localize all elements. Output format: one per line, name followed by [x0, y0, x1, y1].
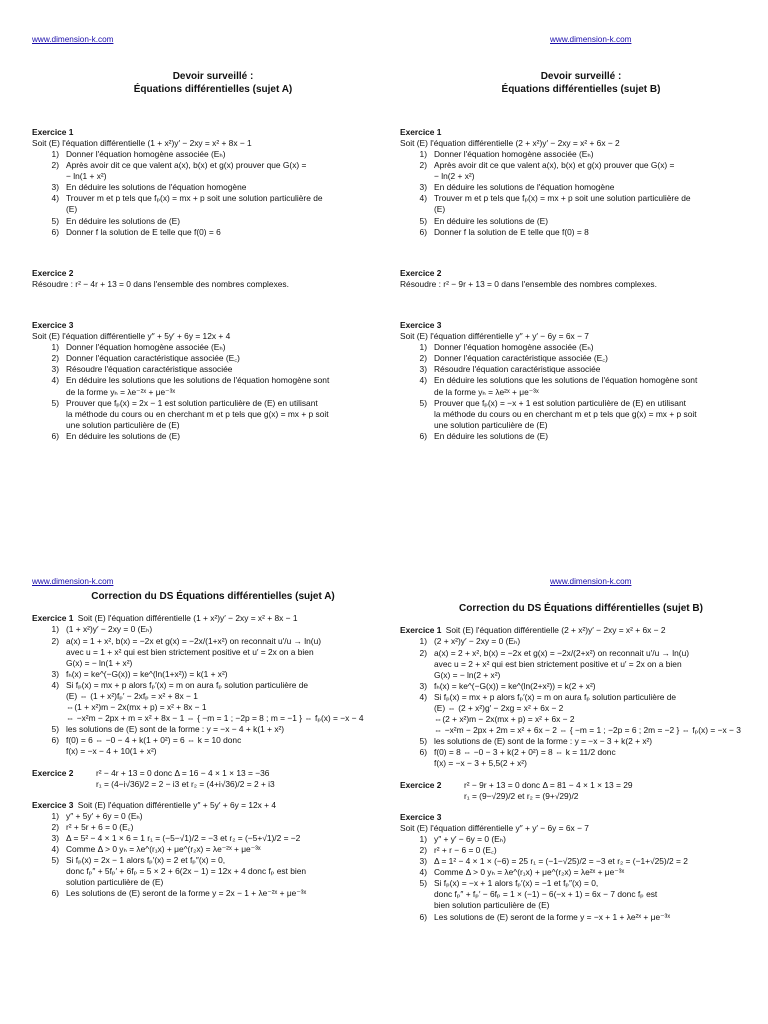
- list-item: 3) En déduire les solutions de l'équation homogène: [419, 182, 615, 193]
- answer-list: [32, 811, 394, 900]
- title-line-2: Équations différentielles (sujet B): [501, 84, 661, 96]
- question-list: [400, 149, 762, 238]
- list-item: 4) En déduire les solutions que les solutions de l'équation homogène sont de la forme yₕ = λe²ˣ + μe⁻³ˣ: [419, 375, 698, 397]
- list-item: 4) Comme Δ > 0 yₕ = λe^(r₁x) + μe^(r₂x) = λe²ˣ + μe⁻³ˣ: [419, 867, 625, 878]
- list-item: 5) les solutions de (E) sont de la forme : y = −x − 4 + k(1 + x²): [51, 724, 285, 735]
- exercise-intro: Résoudre : r² − 9r + 13 = 0 dans l'ensemble des nombres complexes.: [400, 278, 657, 289]
- exercise-3: [32, 320, 394, 442]
- exercise-intro: Soit (E) l'équation différentielle (2 + x²)y′ − 2xy = x² + 6x − 2: [400, 137, 620, 148]
- exercise-heading: Exercice 2: [32, 767, 74, 778]
- list-item: 3) Δ = 5² − 4 × 1 × 6 = 1 r₁ = (−5−√1)/2 = −3 et r₂ = (−5+√1)/2 = −2: [51, 833, 301, 844]
- subject-a: [32, 34, 394, 442]
- list-item: 3) Δ = 1² − 4 × 1 × (−6) = 25 r₁ = (−1−√25)/2 = −3 et r₂ = (−1+√25)/2 = 2: [419, 856, 688, 867]
- list-item: 6) Les solutions de (E) seront de la forme y = −x + 1 + λe²ˣ + μe⁻³ˣ: [419, 911, 671, 922]
- list-item: 1) Donner l'équation homogène associée (Eₕ): [419, 342, 594, 353]
- list-item: 6) f(0) = 8 ⇔ −0 − 3 + k(2 + 0²) = 8 ⇔ k = 11/2 donc f(x) = −x − 3 + 5,5(2 + x²): [419, 747, 616, 769]
- list-item: 3) fₕ(x) = ke^(−G(x)) = ke^(ln(2+x²)) = k(2 + x²): [419, 680, 596, 691]
- site-link[interactable]: www.dimension-k.com: [32, 35, 114, 44]
- correction-b: [400, 576, 762, 923]
- list-item: 5) En déduire les solutions de (E): [419, 215, 549, 226]
- exercise-heading: Exercice 3: [400, 811, 442, 822]
- exercise-heading: Exercice 3: [32, 799, 74, 810]
- list-item: 1) Donner l'équation homogène associée (Eₕ): [51, 149, 226, 160]
- question-list: [400, 342, 762, 442]
- exercise-body: r² − 4r + 13 = 0 donc Δ = 16 − 4 × 1 × 13 = −36 r₁ = (4−i√36)/2 = 2 − i3 et r₂ = (4+i√36)/2 = 2 + i3: [96, 767, 275, 789]
- list-item: 1) Donner l'équation homogène associée (Eₕ): [51, 342, 226, 353]
- list-item: 2) Après avoir dit ce que valent a(x), b(x) et g(x) prouver que G(x) = − ln(2 + x²): [419, 160, 675, 182]
- list-item: 2) a(x) = 1 + x², b(x) = −2x et g(x) = −2x/(1+x²) on reconnait u′/u → ln(u) avec u = 1 + x² qui est bien strictement positive et u′ = 2x on a bien G(x) = − ln(1 + x²): [51, 635, 322, 668]
- exercise-1: [32, 613, 394, 757]
- page-title: Correction du DS Équations différentielles (sujet B): [459, 602, 703, 614]
- page-title: Correction du DS Équations différentielles (sujet A): [91, 590, 335, 602]
- list-item: 4) Si fₚ(x) = mx + p alors fₚ′(x) = m on aura fₚ solution particulière de (E) ⇔ (1 + x²)fₚ′ − 2xfₚ = x² + 8x − 1 ⇔(1 + x²)m − 2x(mx + p) = x² + 8x − 1 ⇔ −x²m − 2px + m = x² + 8x − 1 ⇔ { −m = 1 ; −2p = 8 ; m = −1 } ⇔ fₚ(x) = −x − 4: [51, 679, 364, 724]
- exercise-2: [32, 768, 394, 790]
- list-item: 1) (2 + x²)y′ − 2xy = 0 (Eₕ): [419, 636, 521, 647]
- exercise-2: [400, 780, 762, 802]
- list-item: 5) Prouver que fₚ(x) = 2x − 1 est solution particulière de (E) en utilisant la méthode du cours ou en cherchant m et p tels que g(x) = mx + p soit une solution particulière de (E): [51, 397, 329, 430]
- exercise-body: r² − 9r + 13 = 0 donc Δ = 81 − 4 × 1 × 13 = 29 r₁ = (9−√29)/2 et r₂ = (9+√29)/2: [464, 779, 633, 801]
- list-item: 3) En déduire les solutions de l'équation homogène: [51, 182, 247, 193]
- list-item: 2) Après avoir dit ce que valent a(x), b(x) et g(x) prouver que G(x) = − ln(1 + x²): [51, 160, 307, 182]
- exercise-1: [400, 625, 762, 769]
- list-item: 6) Les solutions de (E) seront de la forme y = 2x − 1 + λe⁻²ˣ + μe⁻³ˣ: [51, 888, 307, 899]
- exercise-heading: Exercice 2: [32, 267, 74, 278]
- site-link[interactable]: www.dimension-k.com: [550, 35, 632, 44]
- exercise-intro: Soit (E) l'équation différentielle y″ + 5y′ + 6y = 12x + 4: [77, 799, 277, 810]
- exercise-heading: Exercice 1: [32, 613, 74, 624]
- site-link[interactable]: www.dimension-k.com: [550, 577, 632, 586]
- list-item: 5) les solutions de (E) sont de la forme : y = −x − 3 + k(2 + x²): [419, 736, 653, 747]
- question-list: [32, 342, 394, 442]
- title-line-2: Équations différentielles (sujet A): [133, 84, 293, 96]
- list-item: 3) Résoudre l'équation caractéristique associée: [51, 364, 233, 375]
- list-item: 1) (1 + x²)y′ − 2xy = 0 (Eₕ): [51, 624, 153, 635]
- exercise-intro: Soit (E) l'équation différentielle y″ + y′ − 6y = 6x − 7: [400, 331, 589, 342]
- correction-a: [32, 576, 394, 900]
- answer-list: [400, 834, 762, 923]
- exercise-2: [32, 268, 394, 290]
- question-list: [32, 149, 394, 238]
- list-item: 2) r² + 5r + 6 = 0 (E꜀): [51, 821, 134, 832]
- list-item: 3) Résoudre l'équation caractéristique associée: [419, 364, 601, 375]
- subject-b: [400, 34, 762, 442]
- site-link[interactable]: www.dimension-k.com: [32, 577, 114, 586]
- list-item: 2) Donner l'équation caractéristique associée (E꜀): [419, 353, 608, 364]
- list-item: 1) Donner l'équation homogène associée (Eₕ): [419, 149, 594, 160]
- list-item: 2) r² + r − 6 = 0 (E꜀): [419, 845, 497, 856]
- list-item: 6) Donner f la solution de E telle que f(0) = 6: [51, 226, 221, 237]
- answer-list: [400, 636, 762, 769]
- title-line-1: Devoir surveillé :: [540, 70, 622, 82]
- exercise-heading: Exercice 3: [32, 319, 74, 330]
- list-item: 4) Trouver m et p tels que fₚ(x) = mx + p soit une solution particulière de (E): [419, 193, 691, 215]
- list-item: 4) Trouver m et p tels que fₚ(x) = mx + p soit une solution particulière de (E): [51, 193, 323, 215]
- list-item: 6) En déduire les solutions de (E): [419, 430, 549, 441]
- list-item: 1) y″ + y′ − 6y = 0 (Eₕ): [419, 833, 506, 844]
- page-title: [400, 70, 762, 97]
- exercise-1: [32, 127, 394, 238]
- exercise-3: [32, 800, 394, 900]
- exercise-heading: Exercice 2: [400, 267, 442, 278]
- exercise-intro: Soit (E) l'équation différentielle (1 + x²)y′ − 2xy = x² + 8x − 1: [32, 137, 252, 148]
- exercise-intro: Résoudre : r² − 4r + 13 = 0 dans l'ensemble des nombres complexes.: [32, 278, 289, 289]
- list-item: 6) En déduire les solutions de (E): [51, 430, 181, 441]
- exercise-heading: Exercice 2: [400, 779, 442, 790]
- exercise-intro: Soit (E) l'équation différentielle y″ + y′ − 6y = 6x − 7: [400, 822, 589, 833]
- exercise-heading: Exercice 3: [400, 319, 442, 330]
- exercise-heading: Exercice 1: [400, 625, 442, 636]
- exercise-intro: Soit (E) l'équation différentielle (2 + x²)y′ − 2xy = x² + 6x − 2: [445, 625, 666, 636]
- title-line-1: Devoir surveillé :: [172, 70, 254, 82]
- list-item: 2) a(x) = 2 + x², b(x) = −2x et g(x) = −2x/(2+x²) on reconnait u′/u → ln(u) avec u = 2 + x² qui est bien strictement positive et u′ = 2x on a bien G(x) = − ln(2 + x²): [419, 647, 690, 680]
- list-item: 2) Donner l'équation caractéristique associée (E꜀): [51, 353, 240, 364]
- exercise-1: [400, 127, 762, 238]
- exercise-intro: Soit (E) l'équation différentielle (1 + x²)y′ − 2xy = x² + 8x − 1: [77, 613, 298, 624]
- list-item: 4) Si fₚ(x) = mx + p alors fₚ′(x) = m on aura fₚ solution particulière de (E) ⇔ (2 + x²)g′ − 2xg = x² + 6x − 2 ⇔(2 + x²)m − 2x(mx + p) = x² + 6x − 2 ⇔ −x²m − 2px + 2m = x² + 6x − 2 ⇔ { −m = 1 ; −2p = 6 ; 2m = −2 } ⇔ fₚ(x) = −x − 3: [419, 691, 741, 736]
- exercise-2: [400, 268, 762, 290]
- list-item: 6) f(0) = 6 ⇔ −0 − 4 + k(1 + 0²) = 6 ⇔ k = 10 donc f(x) = −x − 4 + 10(1 + x²): [51, 735, 242, 757]
- list-item: 4) Comme Δ > 0 yₕ = λe^(r₁x) + μe^(r₂x) = λe⁻²ˣ + μe⁻³ˣ: [51, 844, 261, 855]
- page-title: [32, 70, 394, 97]
- exercise-heading: Exercice 1: [32, 126, 74, 137]
- exercise-3: [400, 320, 762, 442]
- exercise-3: [400, 812, 762, 923]
- list-item: 3) fₕ(x) = ke^(−G(x)) = ke^(ln(1+x²)) = k(1 + x²): [51, 668, 228, 679]
- exercise-heading: Exercice 1: [400, 126, 442, 137]
- exercise-intro: Soit (E) l'équation différentielle y″ + 5y′ + 6y = 12x + 4: [32, 331, 231, 342]
- list-item: 5) Si fₚ(x) = −x + 1 alors fₚ′(x) = −1 et fₚ″(x) = 0, donc fₚ″ + fₚ′ − 6fₚ = 1 × (−1) − 6(−x + 1) = 6x − 7 donc fₚ est bien solution particulière de (E): [419, 878, 658, 911]
- list-item: 6) Donner f la solution de E telle que f(0) = 8: [419, 226, 589, 237]
- list-item: 5) En déduire les solutions de (E): [51, 215, 181, 226]
- list-item: 5) Prouver que fₚ(x) = −x + 1 est solution particulière de (E) en utilisant la méthode du cours ou en cherchant m et p tels que g(x) = mx + p soit une solution particulière de (E): [419, 397, 697, 430]
- list-item: 4) En déduire les solutions que les solutions de l'équation homogène sont de la forme yₕ = λe⁻²ˣ + μe⁻³ˣ: [51, 375, 330, 397]
- answer-list: [32, 624, 394, 757]
- list-item: 1) y″ + 5y′ + 6y = 0 (Eₕ): [51, 810, 143, 821]
- list-item: 5) Si fₚ(x) = 2x − 1 alors fₚ′(x) = 2 et fₚ″(x) = 0, donc fₚ″ + 5fₚ′ + 6fₚ = 5 × 2 + 6(2x − 1) = 12x + 4 donc fₚ est bien solution particulière de (E): [51, 855, 307, 888]
